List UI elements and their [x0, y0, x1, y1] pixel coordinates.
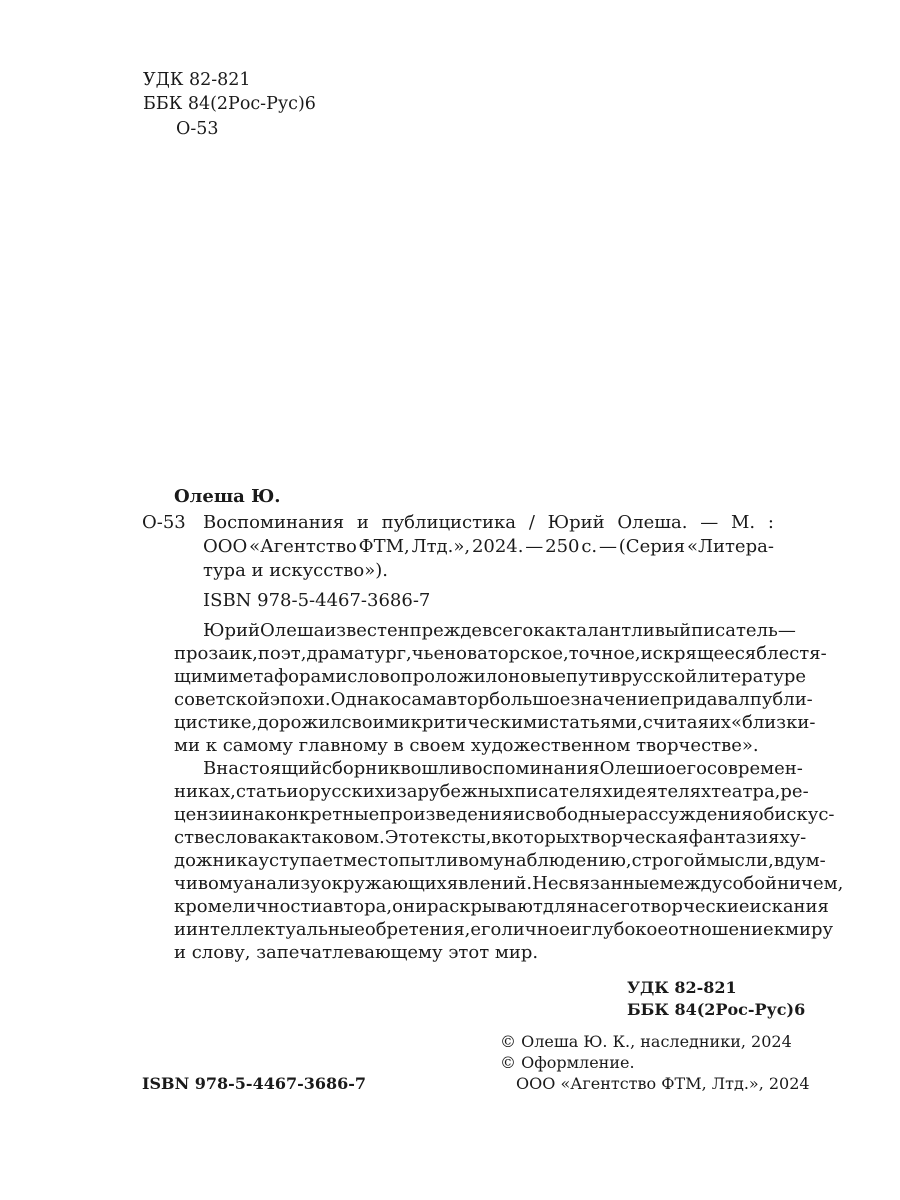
word: явлений. — [446, 873, 533, 894]
word: их — [708, 712, 731, 733]
word: кроме — [174, 896, 233, 917]
word: Юрий — [547, 512, 605, 533]
word: дожника — [174, 850, 259, 871]
word: критическими — [410, 712, 550, 733]
word: ФТМ, — [358, 536, 410, 557]
word: Олеша. — [617, 512, 688, 533]
word: мысли, — [706, 850, 774, 871]
abstract-line — [203, 757, 803, 780]
word: писателях — [514, 781, 613, 802]
abstract-line — [174, 803, 835, 826]
word: — — [777, 620, 796, 641]
word: ничем, — [777, 873, 844, 894]
abstract-line — [174, 895, 829, 918]
word: чье — [411, 643, 445, 664]
word: значение — [570, 689, 661, 710]
word: в — [491, 827, 502, 848]
udk-code-top: УДК 82-821 — [143, 70, 251, 90]
word: и — [513, 804, 526, 825]
word: личности — [232, 896, 323, 917]
word: творческая — [580, 827, 689, 848]
abstract-line — [174, 642, 827, 665]
word: на — [242, 804, 265, 825]
word: и — [612, 781, 625, 802]
word: анализу — [243, 873, 321, 894]
word: автор — [436, 689, 490, 710]
word: между — [659, 873, 723, 894]
word: нас — [576, 896, 610, 917]
word: «близки- — [730, 712, 816, 733]
abstract-line — [174, 711, 816, 734]
word: как — [268, 827, 302, 848]
word: Лтд.», — [411, 536, 471, 557]
word: М. — [730, 512, 756, 533]
word: статьями, — [549, 712, 643, 733]
word: прозаик, — [174, 643, 258, 664]
word: они — [392, 896, 427, 917]
abstract-line: ми к самому главному в своем художественном творчестве». — [174, 735, 759, 756]
word: публицистика — [381, 512, 517, 533]
entry-title-line-2 — [203, 535, 774, 558]
abstract-line — [174, 918, 834, 941]
word: никах, — [174, 781, 236, 802]
word: о — [298, 781, 310, 802]
word: пути — [566, 666, 611, 687]
word: строгой — [631, 850, 707, 871]
word: новые — [508, 666, 567, 687]
word: собой — [722, 873, 778, 894]
word: личное — [501, 919, 571, 940]
copyright-line-1: © Олеша Ю. К., наследники, 2024 — [500, 1032, 792, 1051]
word: воспоминания — [461, 758, 600, 779]
word: 250 — [545, 536, 580, 557]
word: дорожил — [257, 712, 342, 733]
word: которых — [501, 827, 581, 848]
word: наблюдению, — [503, 850, 632, 871]
word: — — [525, 536, 544, 557]
word: в — [610, 666, 621, 687]
word: с. — [581, 536, 598, 557]
entry-author-mark: О-53 — [142, 512, 186, 533]
word: писатель — [691, 620, 778, 641]
word: статьи — [235, 781, 299, 802]
word: поэт, — [257, 643, 307, 664]
word: конкретные — [264, 804, 380, 825]
word: его — [470, 919, 502, 940]
word: блестя- — [756, 643, 827, 664]
word: чивому — [174, 873, 244, 894]
word: искус- — [774, 804, 835, 825]
word: глубокое — [582, 919, 669, 940]
word: Однако — [330, 689, 402, 710]
word: его — [676, 758, 707, 779]
word: Олеша — [260, 620, 325, 641]
word: раскрывают — [426, 896, 543, 917]
word: метафорами — [228, 666, 348, 687]
word: таковом. — [301, 827, 385, 848]
word: произведения — [379, 804, 514, 825]
word: отношение — [668, 919, 774, 940]
word: сборник — [321, 758, 401, 779]
word: 2024. — [471, 536, 524, 557]
word: (Серия — [618, 536, 686, 557]
word: талантливый — [566, 620, 692, 641]
entry-title-line-3: тура и искусство»). — [203, 560, 389, 581]
abstract-line — [174, 872, 844, 895]
word: рассуждения — [626, 804, 753, 825]
word: известен — [324, 620, 410, 641]
word: тексты, — [419, 827, 492, 848]
copyright-line-2: © Оформление. — [500, 1053, 635, 1072]
word: — — [598, 536, 617, 557]
word: обретения, — [364, 919, 471, 940]
abstract-line: и слову, запечатлевающему этот мир. — [174, 942, 539, 963]
word: считая — [642, 712, 709, 733]
word: русской — [620, 666, 698, 687]
word: вдум- — [773, 850, 826, 871]
word: большое — [489, 689, 571, 710]
footer-isbn: ISBN 978-5-4467-3686-7 — [142, 1074, 367, 1093]
word: всего — [482, 620, 534, 641]
word: вошли — [400, 758, 462, 779]
word: Олеши — [599, 758, 666, 779]
word: точное, — [568, 643, 641, 664]
word: об — [752, 804, 775, 825]
copyright-line-3: ООО «Агентство ФТМ, Лтд.», 2024 — [516, 1074, 810, 1093]
entry-title-line-1 — [203, 511, 774, 534]
bbk-code-bottom: ББК 84(2Рос-Рус)6 — [627, 1000, 806, 1019]
word: настоящий — [216, 758, 322, 779]
word: зарубежных — [396, 781, 515, 802]
word: цензии — [174, 804, 243, 825]
word: слова — [214, 827, 269, 848]
word: и — [356, 512, 369, 533]
word: автора, — [322, 896, 393, 917]
word: литературе — [697, 666, 807, 687]
word: своими — [341, 712, 411, 733]
word: связанные — [558, 873, 660, 894]
word: публи- — [749, 689, 813, 710]
word: искрящееся — [640, 643, 757, 664]
word: свободные — [525, 804, 627, 825]
abstract-line — [174, 665, 807, 688]
word: и — [384, 781, 397, 802]
word: «Агентство — [249, 536, 357, 557]
entry-author: Олеша Ю. — [174, 486, 281, 507]
abstract-line — [174, 688, 813, 711]
word: придавал — [660, 689, 750, 710]
word: о — [665, 758, 676, 779]
word: окружающих — [320, 873, 447, 894]
word: интеллектуальные — [186, 919, 365, 940]
word: стве — [174, 827, 215, 848]
abstract-line — [203, 619, 796, 642]
word: деятелях — [624, 781, 712, 802]
word: Юрий — [203, 620, 260, 641]
word: щими — [174, 666, 229, 687]
word: миру — [784, 919, 834, 940]
word: ху- — [779, 827, 807, 848]
word: для — [542, 896, 577, 917]
word: современ- — [706, 758, 803, 779]
word: цистике, — [174, 712, 258, 733]
abstract-line — [174, 826, 807, 849]
word: искания — [749, 896, 829, 917]
word: театра, — [711, 781, 781, 802]
word: ООО — [203, 536, 248, 557]
word: новаторское, — [444, 643, 569, 664]
word: проложило — [400, 666, 509, 687]
word: / — [528, 512, 535, 533]
word: сам — [401, 689, 437, 710]
word: Это — [384, 827, 420, 848]
word: уступает — [258, 850, 344, 871]
word: пытливому — [398, 850, 504, 871]
word: В — [203, 758, 217, 779]
word: : — [767, 512, 774, 533]
word: советской — [174, 689, 270, 710]
word: прежде — [409, 620, 483, 641]
word: эпохи. — [269, 689, 331, 710]
word: драматург, — [306, 643, 412, 664]
word: слово — [347, 666, 401, 687]
word: и — [174, 919, 186, 940]
word: «Литера- — [686, 536, 774, 557]
abstract-line — [174, 780, 809, 803]
word: Воспоминания — [203, 512, 345, 533]
word: его — [609, 896, 641, 917]
word: место — [343, 850, 399, 871]
word: как — [533, 620, 567, 641]
word: творческие — [640, 896, 750, 917]
word: фантазия — [688, 827, 780, 848]
udk-code-bottom: УДК 82-821 — [627, 978, 737, 997]
word: ре- — [780, 781, 809, 802]
word: к — [773, 919, 785, 940]
bbk-code-top: ББК 84(2Рос-Рус)6 — [143, 94, 316, 114]
word: и — [570, 919, 583, 940]
word: русских — [309, 781, 385, 802]
abstract-line — [174, 849, 826, 872]
word: — — [700, 512, 719, 533]
word: Не — [532, 873, 559, 894]
author-mark-top: О-53 — [176, 119, 219, 139]
entry-isbn: ISBN 978-5-4467-3686-7 — [203, 590, 431, 611]
